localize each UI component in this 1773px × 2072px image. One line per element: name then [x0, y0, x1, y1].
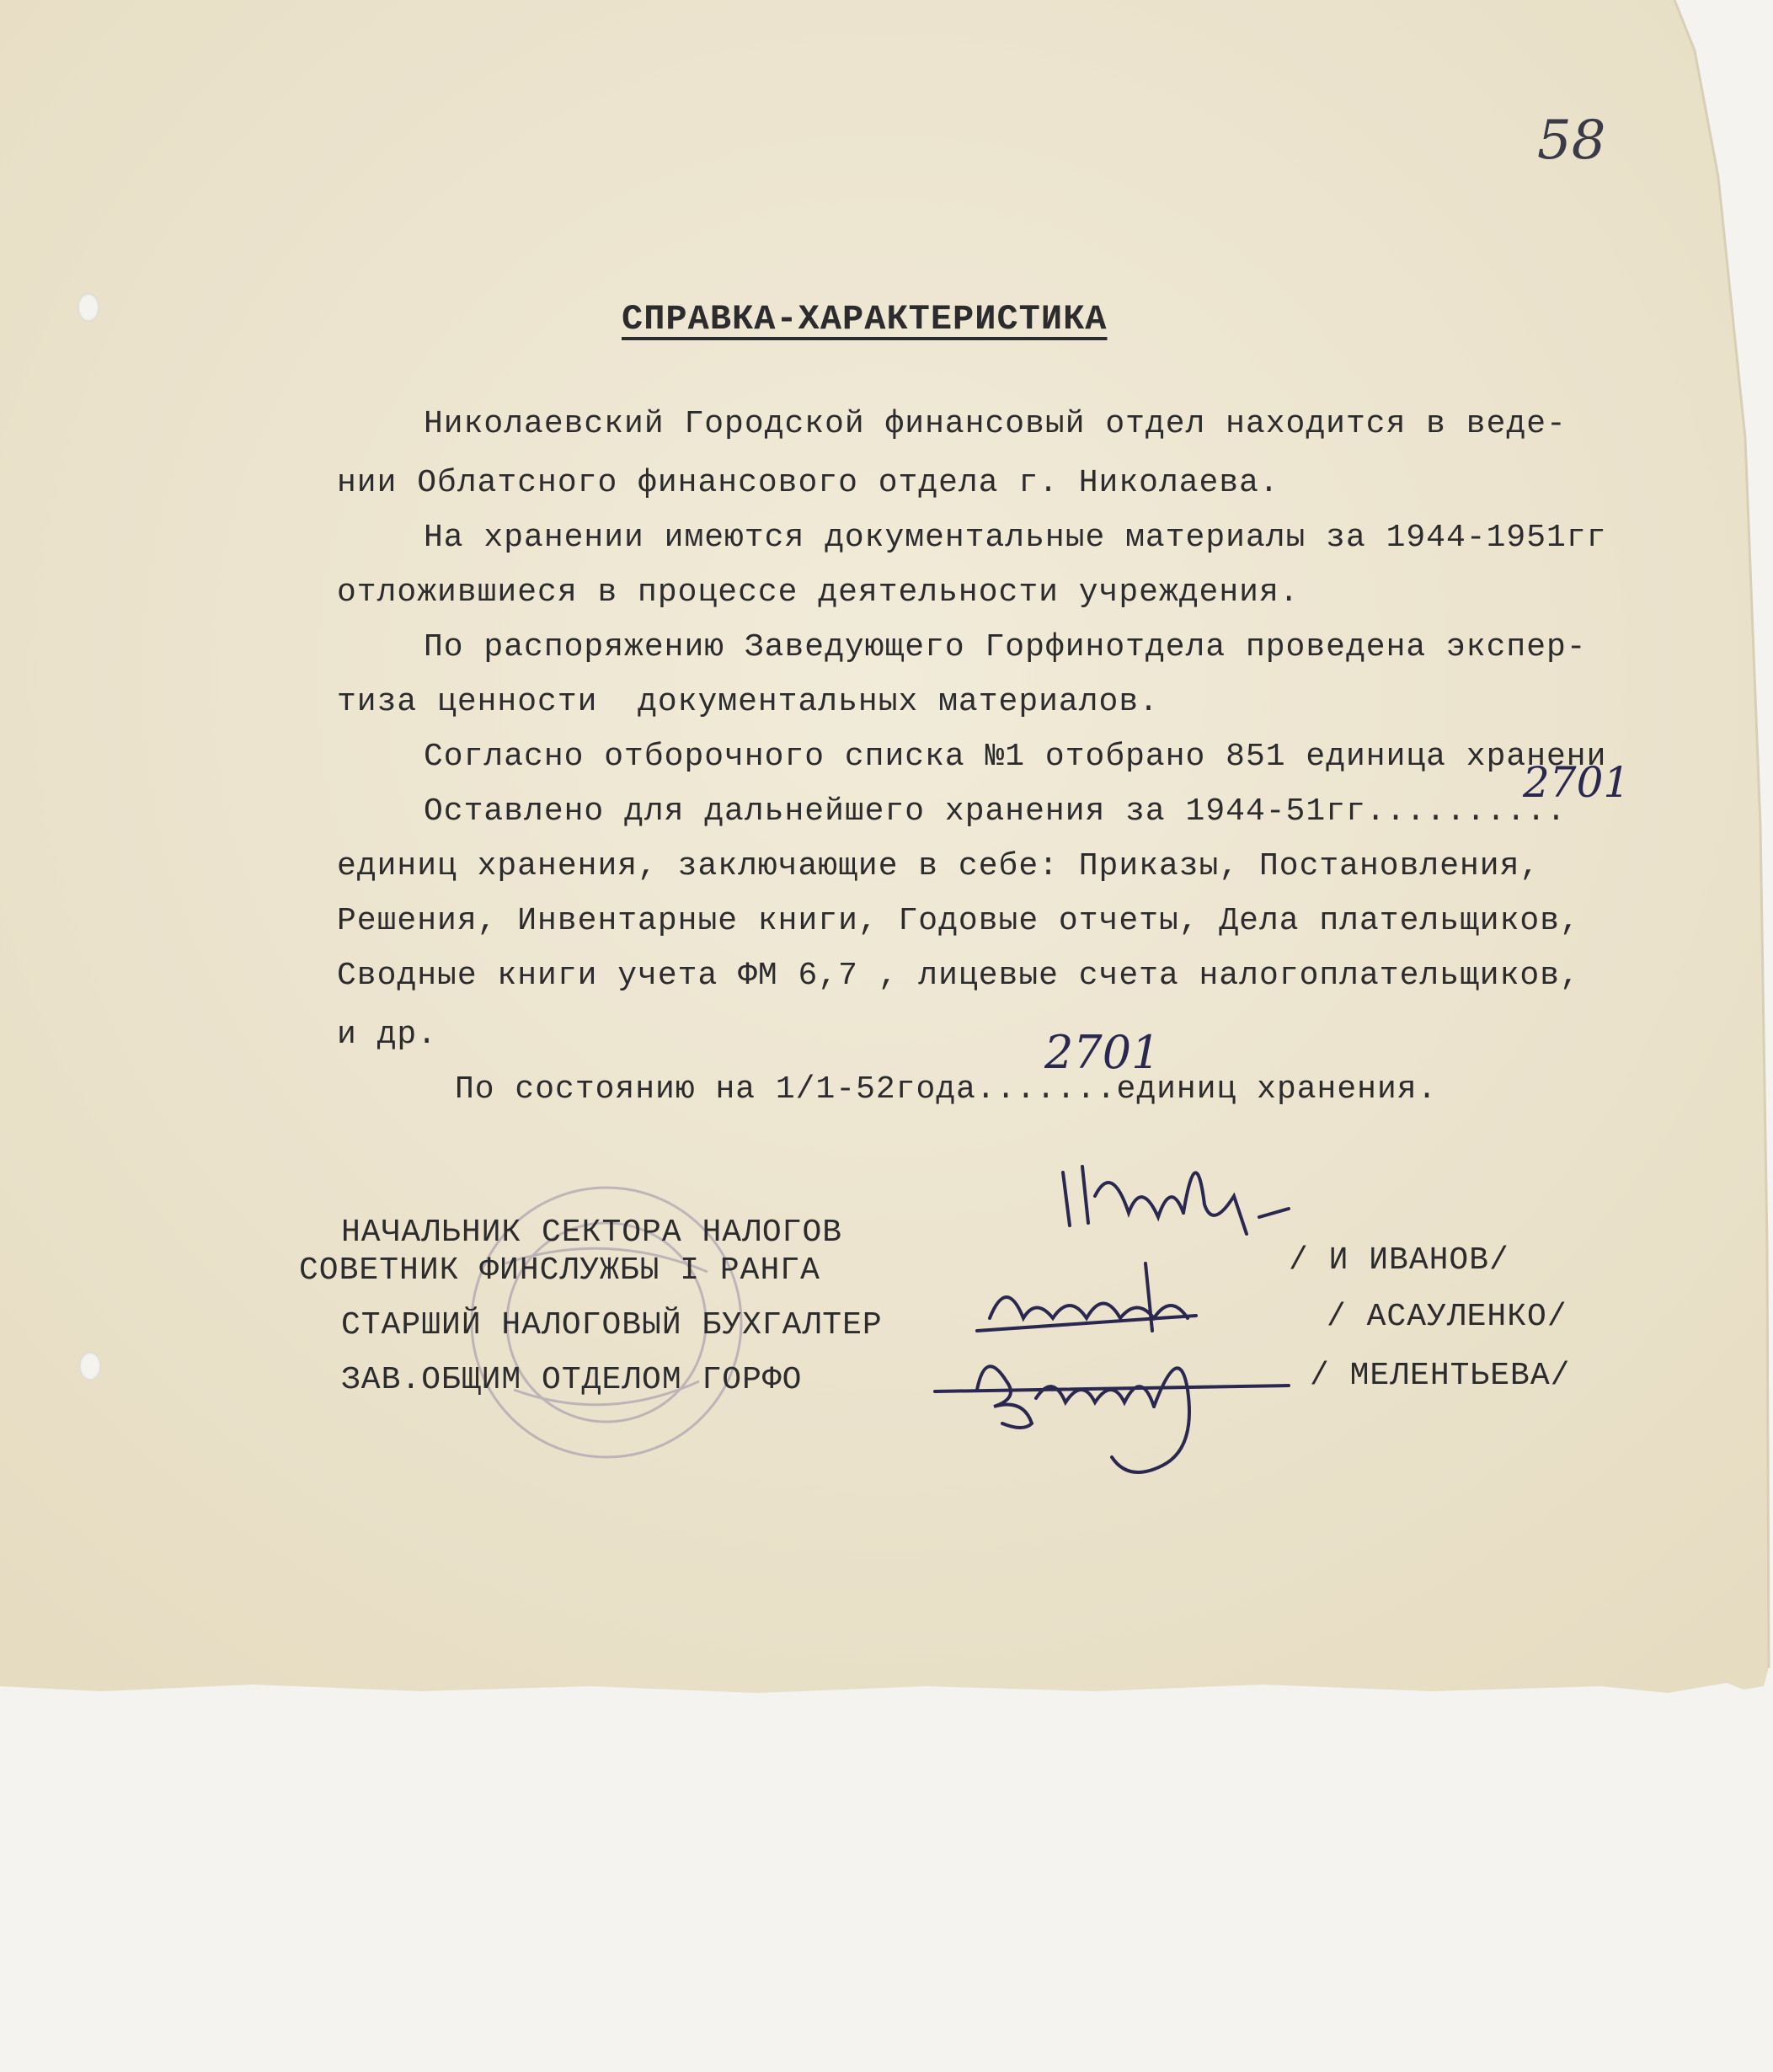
body-line: и др.: [337, 1017, 438, 1053]
body-line: Решения, Инвентарные книги, Годовые отчеты, Дела плательщиков,: [337, 903, 1580, 939]
signatory-title: ЗАВ.ОБЩИМ ОТДЕЛОМ ГОРФО: [341, 1362, 803, 1398]
signatory-name: / И ИВАНОВ/: [1289, 1242, 1509, 1279]
punch-hole-bottom: [79, 1352, 101, 1380]
signatory-title: СОВЕТНИК ФИНСЛУЖБЫ I РАНГА: [299, 1252, 820, 1289]
body-line: Николаевский Городской финансовый отдел находится в веде-: [424, 406, 1567, 442]
document-title: СПРАВКА-ХАРАКТЕРИСТИКА: [622, 299, 1108, 339]
signatory-name: / АСАУЛЕНКО/: [1327, 1299, 1567, 1335]
body-line: нии Облатсного финансового отдела г. Николаева.: [337, 465, 1279, 501]
body-line: По состоянию на 1/1-52года.......единиц хранения.: [455, 1071, 1438, 1108]
body-line: На хранении имеются документальные материалы за 1944-1951гг: [424, 520, 1607, 556]
body-line: Согласно отборочного списка №1 отобрано 851 единица хранени: [424, 739, 1607, 775]
body-line: Сводные книги учета ФМ 6,7 , лицевые счета налогоплательщиков,: [337, 958, 1580, 994]
page-number: 58: [1537, 109, 1606, 172]
signatory-title: СТАРШИЙ НАЛОГОВЫЙ БУХГАЛТЕР: [341, 1307, 883, 1343]
body-line: тиза ценности документальных материалов.: [337, 684, 1159, 720]
body-line: единиц хранения, заключающие в себе: Приказы, Постановления,: [337, 848, 1541, 884]
body-line: отложившиеся в процессе деятельности учреждения.: [337, 574, 1300, 611]
body-line: Оставлено для дальнейшего хранения за 1944-51гг..........: [424, 793, 1567, 830]
signatory-name: / МЕЛЕНТЬЕВА/: [1310, 1358, 1571, 1394]
signatory-title: НАЧАЛЬНИК СЕКТОРА НАЛОГОВ: [341, 1215, 843, 1251]
handwritten-count: 2701: [1044, 1026, 1161, 1079]
body-line: По распоряжению Заведующего Горфинотдела проведена экспер-: [424, 629, 1587, 665]
handwritten-count: 2701: [1523, 758, 1631, 807]
punch-hole-top: [77, 293, 99, 322]
